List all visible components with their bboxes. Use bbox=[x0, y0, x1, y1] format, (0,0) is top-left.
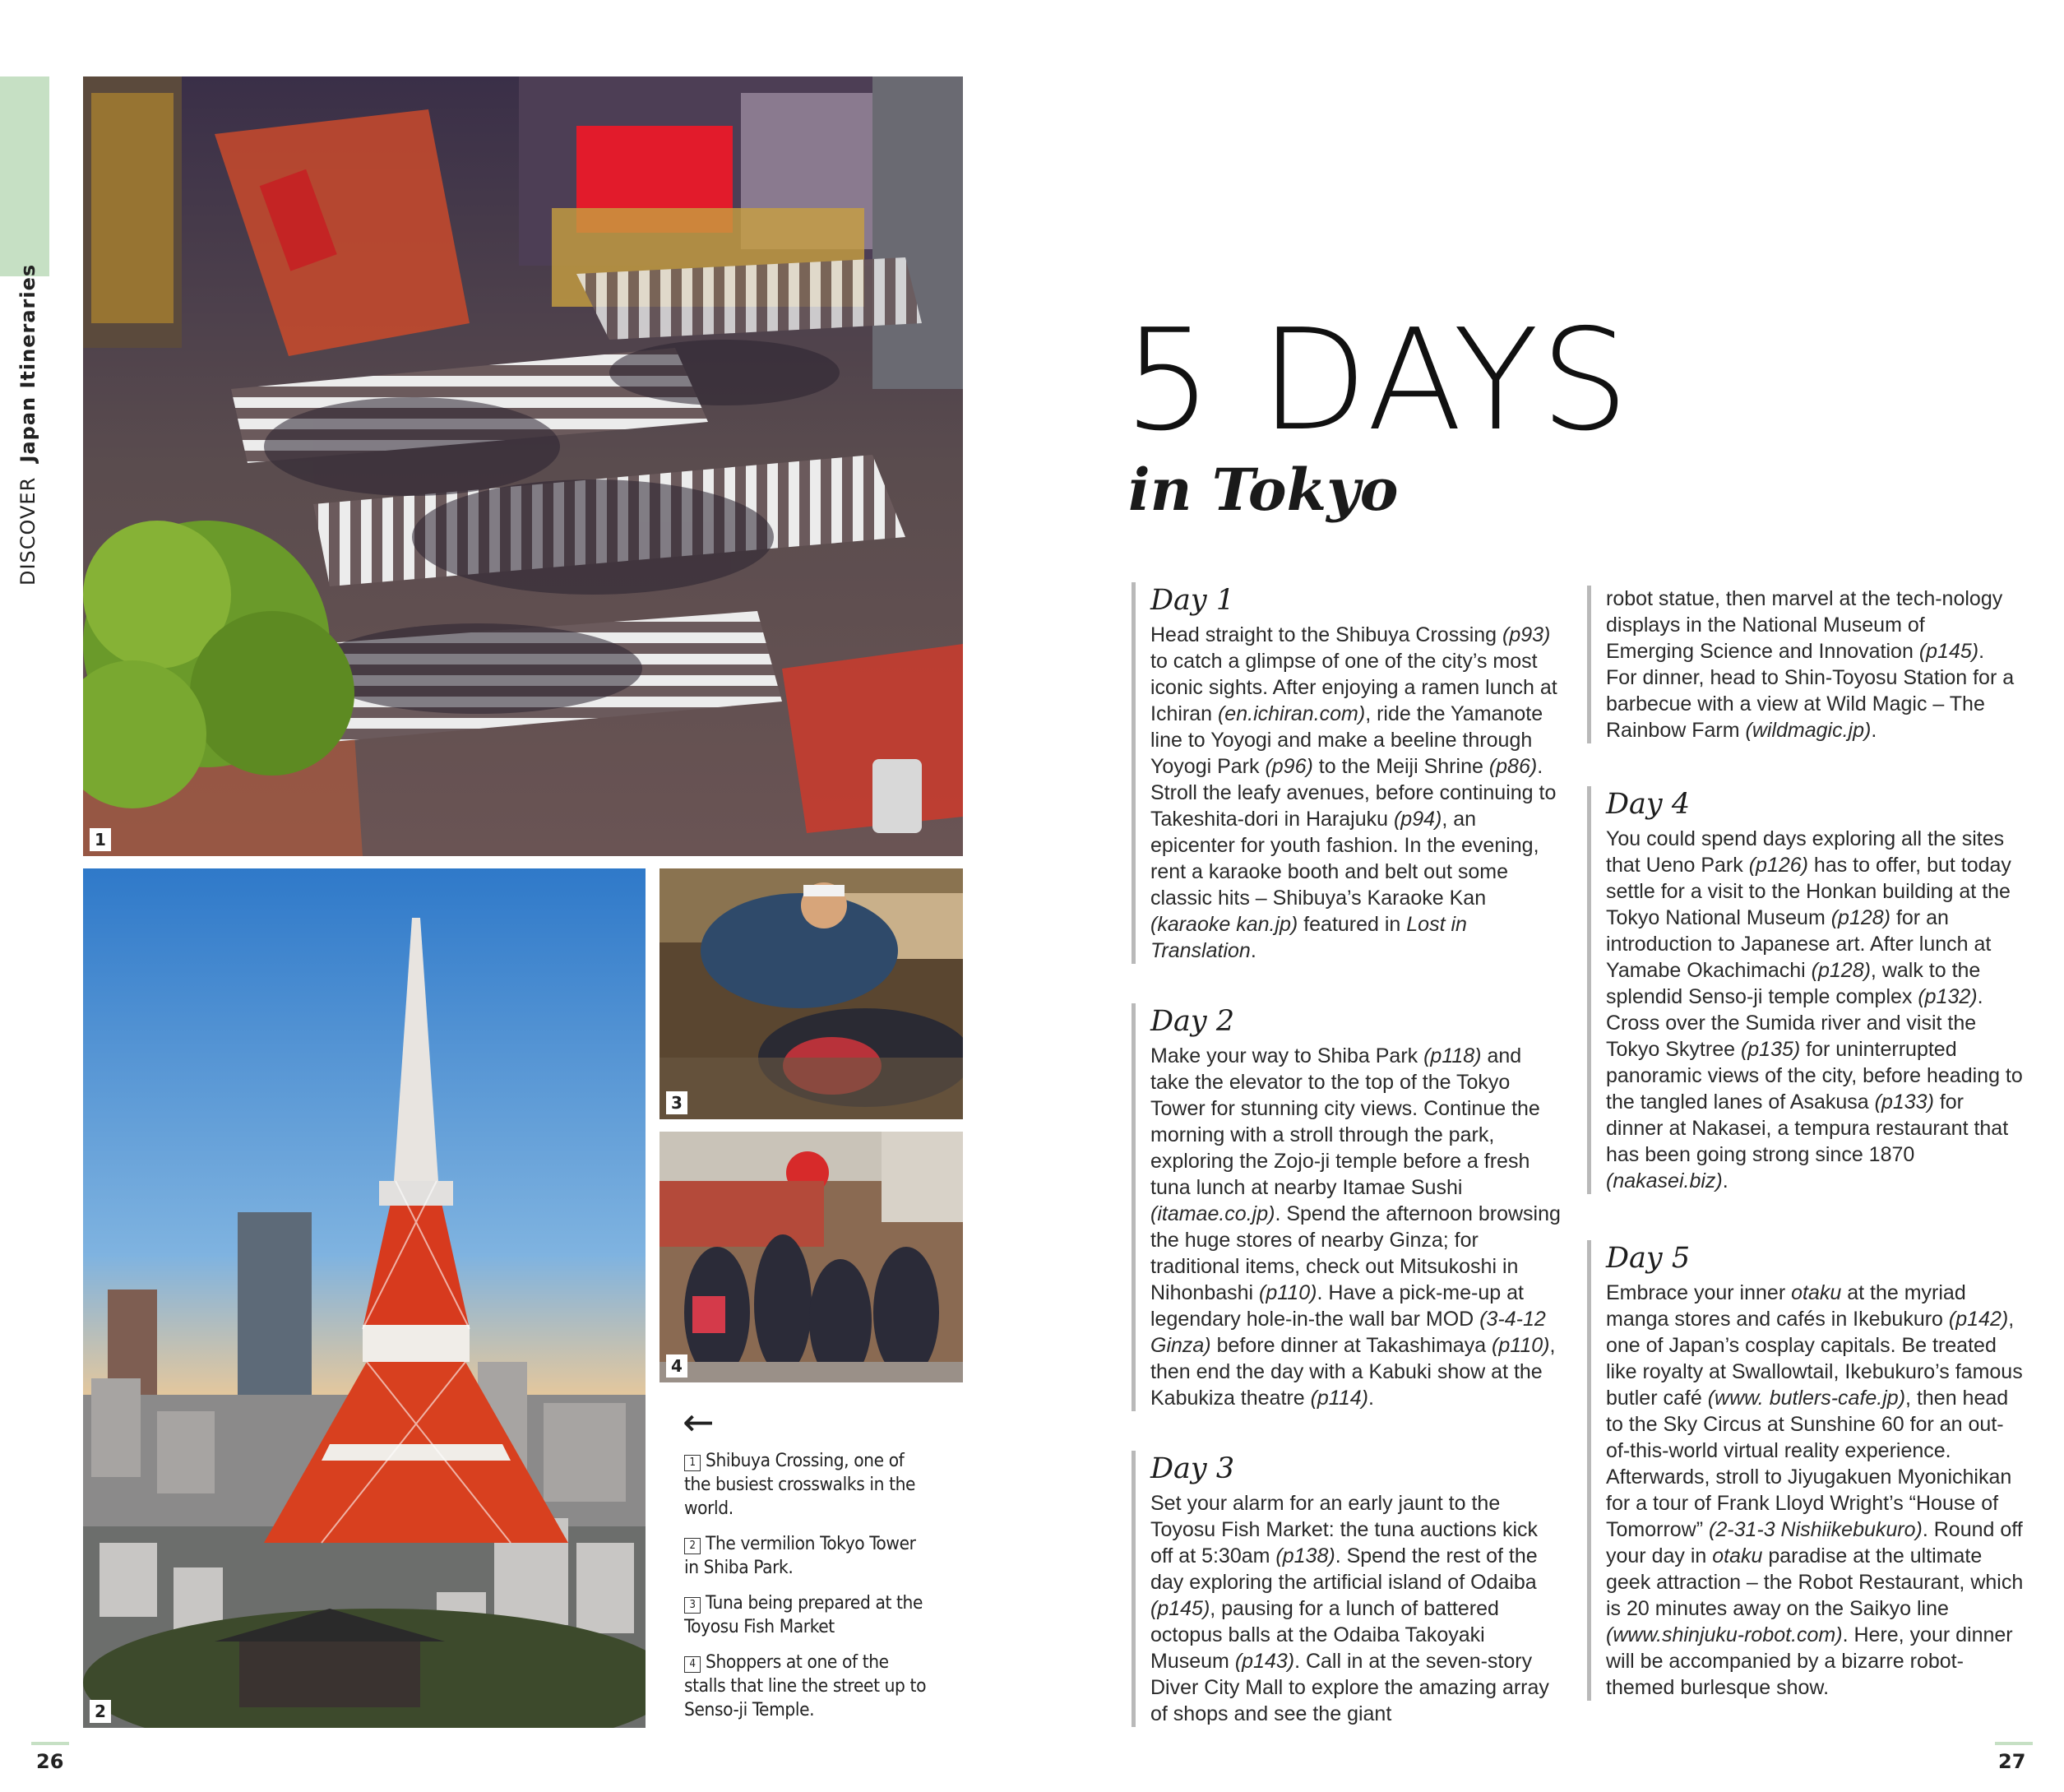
day-4-section bbox=[1587, 786, 2025, 1194]
day-3-section bbox=[1131, 1451, 1562, 1727]
caption-3: 3 Tuna being prepared at the Toyosu Fish Market bbox=[684, 1592, 923, 1637]
tuna-preparation-photo bbox=[659, 868, 963, 1119]
day-body-continued: robot statue, then marvel at the tech-nology displays in the National Museum of Emerging Science and Innovation (p145). For dinner, head to Shin-Toyosu Station for a barbecue with a view at Wild Magic – The Rainbow Farm (wildmagic.jp). bbox=[1606, 587, 2015, 742]
caption-1: 1 Shibuya Crossing, one of the busiest crosswalks in the world. bbox=[684, 1450, 916, 1519]
day-body: Set your alarm for an early jaunt to the Toyosu Fish Market: the tuna auctions kick off at 5:30am (p138). Spend the rest of the day exploring the artificial island of Odaiba (p145), pausing for a lunch of battered octopus balls at the Odaiba Takoyaki Museum (p143). Call in at the seven-story Diver City Mall to explore the amazing array of shops and see the giant bbox=[1150, 1492, 1549, 1725]
caption-4: 4 Shoppers at one of the stalls that line the street up to Senso-ji Temple. bbox=[684, 1651, 927, 1720]
photo-number: 3 bbox=[666, 1091, 687, 1114]
day-heading: Day 3 bbox=[1150, 1452, 1235, 1485]
page-number-right: 27 bbox=[1998, 1750, 2026, 1773]
caption-arrow-icon: ← bbox=[683, 1400, 715, 1444]
page-title: 5 DAYS bbox=[1123, 299, 1631, 462]
photo-number: 2 bbox=[90, 1700, 111, 1723]
day-heading: Day 5 bbox=[1606, 1242, 1691, 1275]
photo-number: 4 bbox=[666, 1354, 687, 1378]
tokyo-tower-illustration bbox=[83, 868, 646, 1728]
stalls-illustration bbox=[659, 1132, 963, 1382]
senso-ji-stalls-photo bbox=[659, 1132, 963, 1382]
tuna-illustration bbox=[659, 868, 963, 1119]
tokyo-tower-photo bbox=[83, 868, 646, 1728]
shibuya-crossing-illustration bbox=[83, 76, 963, 856]
day-body: You could spend days exploring all the sites that Ueno Park (p126) has to offer, but today settle for a visit to the Honkan building at the Tokyo National Museum (p128) for an introduction to Japanese art. After lunch at Yamabe Okachimachi (p128), walk to the splendid Senso-ji temple complex (p132). Cross over the Sumida river and visit the Tokyo Skytree (p135) for uninterrupted panoramic views of the city, before heading to the tangled lanes of Asakusa (p133) for dinner at Nakasei, a tempura restaurant that has been going strong since 1870 (nakasei.biz). bbox=[1606, 827, 2023, 1192]
day-body: Embrace your inner otaku at the myriad manga stores and cafés in Ikebukuro (p142), one of Japan’s cosplay capitals. Be treated like royalty at Swallowtail, Ikebukuro’s famous butler café (www. butlers-cafe.jp), then head to the Sky Circus at Sunshine 60 for an out-of-this-world virtual reality experience. Afterwards, stroll to Jiyugakuen Myonichikan for a tour of Frank Lloyd Wright’s “House of Tomorrow” (2-31-3 Nishiikebukuro). Round off your day in otaku paradise at the ultimate geek attraction – the Robot Restaurant, which is 20 minutes away on the Saikyo line (www.shinjuku-robot.com). Here, your dinner will be accompanied by a bizarre robot-themed burlesque show. bbox=[1606, 1281, 2024, 1699]
shibuya-crossing-photo bbox=[83, 76, 963, 856]
day-5-section bbox=[1587, 1240, 2025, 1701]
section-prefix: DISCOVER bbox=[16, 476, 39, 586]
caption-2: 2 The vermilion Tokyo Tower in Shiba Park. bbox=[684, 1533, 916, 1578]
page-subtitle: in Tokyo bbox=[1128, 456, 1399, 524]
page-number-left: 26 bbox=[36, 1750, 64, 1773]
day-heading: Day 4 bbox=[1606, 788, 1691, 821]
section-label bbox=[10, 263, 46, 586]
day-body: Head straight to the Shibuya Crossing (p93) to catch a glimpse of one of the city’s most iconic sights. After enjoying a ramen lunch at Ichiran (en.ichiran.com), ride the Yamanote line to Yoyogi and make a beeline through Yoyogi Park (p96) to the Meiji Shrine (p86). Stroll the leafy avenues, before continuing to Takeshita-dori in Harajuku (p94), an epicenter for youth fashion. In the evening, rent a karaoke booth and belt out some classic hits – Shibuya’s Karaoke Kan (karaoke kan.jp) featured in Lost in Translation. bbox=[1150, 623, 1557, 962]
day-body: Make your way to Shiba Park (p118) and take the elevator to the top of the Tokyo Tower for stunning city views. Continue the morning with a stroll through the park, exploring the Zojo-ji temple before a fresh tuna lunch at nearby Itamae Sushi (itamae.co.jp). Spend the afternoon browsing the huge stores of nearby Ginza; for traditional items, check out Mitsukoshi in Nihonbashi (p110). Have a pick-me-up at legendary hole-in-the wall bar MOD (3-4-12 Ginza) before dinner at Takashimaya (p110), then end the day with a Kabuki show at the Kabukiza theatre (p114). bbox=[1150, 1044, 1561, 1410]
photo-number: 1 bbox=[90, 828, 111, 851]
day-2-section bbox=[1131, 1003, 1562, 1411]
day-3-continued bbox=[1587, 586, 2017, 743]
day-heading: Day 1 bbox=[1150, 584, 1235, 617]
day-heading: Day 2 bbox=[1150, 1005, 1235, 1038]
page-number-rule-right bbox=[1995, 1742, 2033, 1745]
section-name: Japan Itineraries bbox=[16, 263, 39, 463]
page-number-rule-left bbox=[31, 1742, 69, 1745]
day-1-section bbox=[1131, 582, 1562, 964]
photo-captions bbox=[684, 1449, 931, 1734]
section-tab bbox=[0, 76, 49, 276]
